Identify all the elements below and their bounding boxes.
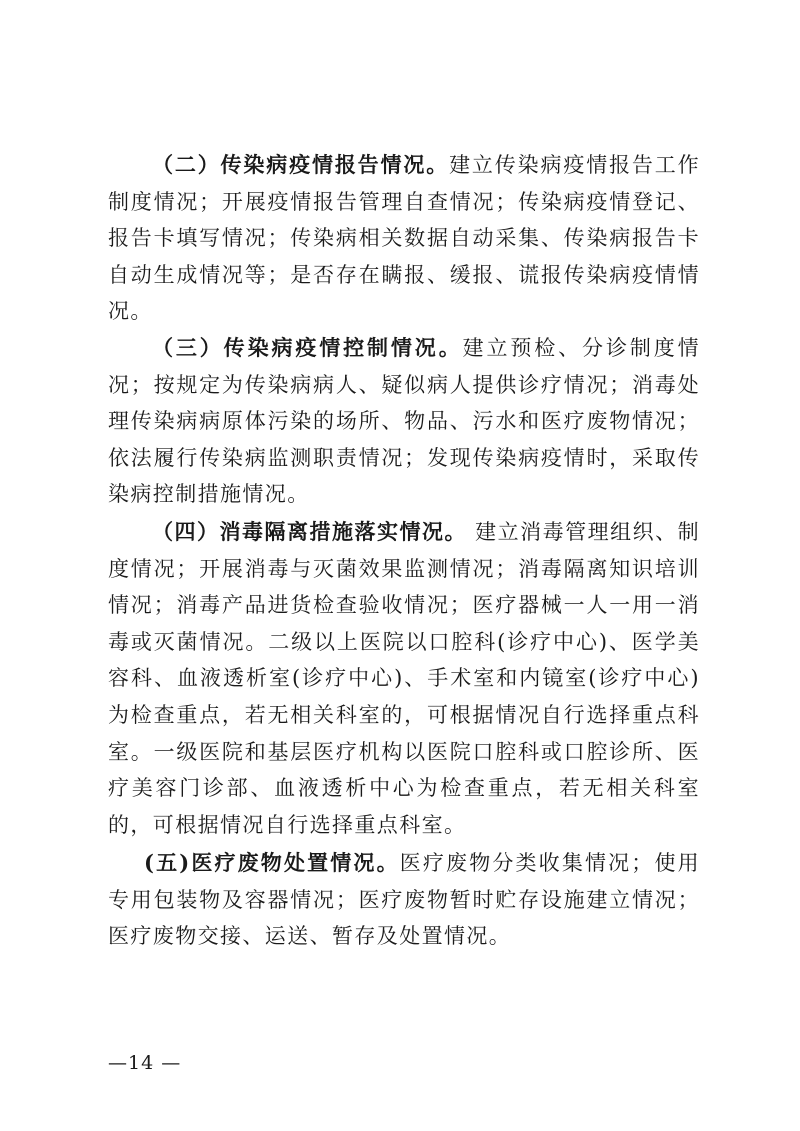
paragraph-text: 建立消毒管理组织、制度情况；开展消毒与灭菌效果监测情况；消毒隔离知识培训情况；消毒产品进货检查验收情况；医疗器械一人一用一消毒或灭菌情况。二级以上医院以口腔科(诊疗中心)、医学美容科、血液透析室(诊疗中心)、手术室和内镜室(诊疗中心)为检查重点，若无相关科室的，可根据情况自行选择重点科室。一级医院和基层医疗机构以医院口腔科或口腔诊所、医疗美容门诊部、血液透析中心为检查重点，若无相关科室的，可根据情况自行选择重点科室。 (108, 519, 700, 837)
paragraph-text: 建立传染病疫情报告工作制度情况；开展疫情报告管理自查情况；传染病疫情登记、报告卡填写情况；传染病相关数据自动采集、传染病报告卡自动生成情况等；是否存在瞒报、缓报、谎报传染病疫情情况。 (108, 153, 700, 324)
paragraph-text: 建立预检、分诊制度情况；按规定为传染病病人、疑似病人提供诊疗情况；消毒处理传染病病原体污染的场所、物品、污水和医疗废物情况；依法履行传染病监测职责情况；发现传染病疫情时，采取传染病控制措施情况。 (108, 335, 701, 507)
paragraph-heading: （二）传染病疫情报告情况。 (152, 152, 450, 177)
document-body (108, 147, 700, 955)
paragraph-heading: (五)医疗废物处置情况。 (144, 850, 400, 876)
paragraph-heading: （四）消毒隔离措施落实情况。 (152, 518, 467, 544)
paragraph-disinfection-isolation (108, 514, 700, 843)
paragraph-heading: （三）传染病疫情控制情况。 (152, 334, 463, 360)
paragraph-text: 医疗废物分类收集情况；使用专用包装物及容器情况；医疗废物暂时贮存设施建立情况；医疗废物交接、运送、暂存及处置情况。 (108, 851, 700, 949)
paragraph-medical-waste-disposal (108, 845, 700, 955)
paragraph-infectious-disease-control (108, 330, 700, 513)
page-number: —14 — (108, 1052, 182, 1074)
paragraph-infectious-disease-reporting (108, 147, 700, 330)
